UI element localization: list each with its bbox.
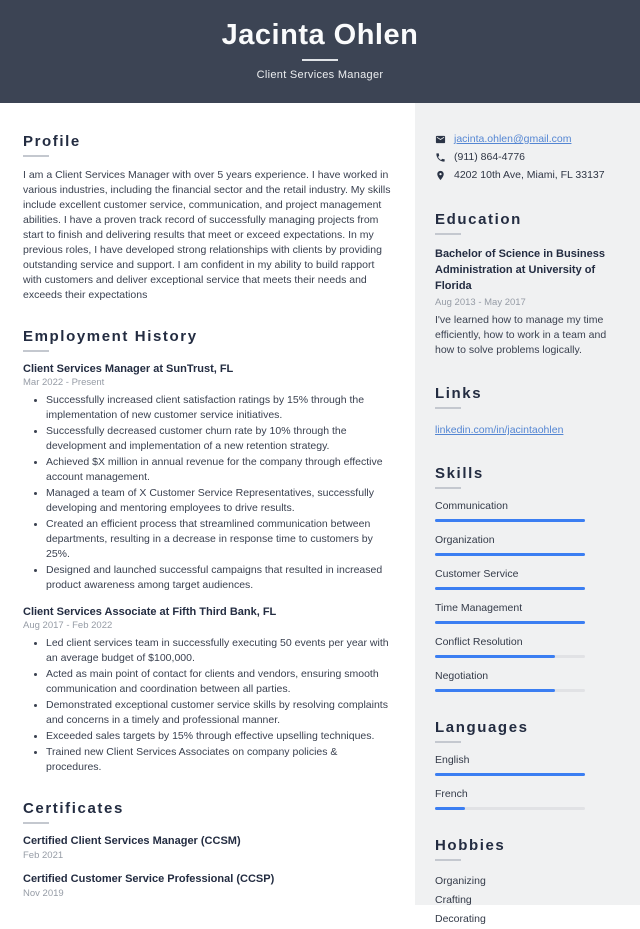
job-period: Aug 2017 - Feb 2022 xyxy=(23,620,113,631)
languages-heading: Languages xyxy=(435,719,529,736)
profile-heading: Profile xyxy=(23,133,81,150)
language-item xyxy=(435,788,620,810)
education-period: Aug 2013 - May 2017 xyxy=(435,297,526,308)
heading-rule xyxy=(23,822,49,824)
degree-title: Bachelor of Science in Business Administration at University of Florida xyxy=(435,248,605,292)
resume-header xyxy=(0,0,640,103)
skills-section xyxy=(435,465,620,692)
language-bar xyxy=(435,773,585,776)
links-section xyxy=(435,385,620,438)
certificate-title: Certified Customer Service Professional (CCSP) xyxy=(23,873,275,885)
skill-item xyxy=(435,534,620,556)
skill-item xyxy=(435,636,620,658)
heading-rule xyxy=(23,350,49,352)
job-entry xyxy=(23,363,395,593)
hobby-item: Decorating xyxy=(435,913,486,925)
profile-text: I am a Client Services Manager with over 5 years experience. I have worked in various industries, including the financial sector and the retail industry. My skills include excellent customer service, communication, and project management abilities. I have a proven track record of successfully managing projects from start to finish and delivering results that meet or exceed expectations. In my previous roles, I have developed strong relationships with clients by providing outstanding service and support. I am confident in my ability to build rapport with customers and deliver exceptional service that meets their needs and exceeds their expectations xyxy=(23,169,391,301)
address-text: 4202 10th Ave, Miami, FL 33137 xyxy=(454,169,605,181)
job-bullet: • Designed and launched successful campaigns that resulted in increased product awareness among target audiences. xyxy=(46,563,395,593)
job-bullet: • Successfully increased client satisfaction ratings by 15% through the implementation of new customer service initiatives. xyxy=(46,393,395,423)
job-bullet: • Exceeded sales targets by 15% through effective upselling techniques. xyxy=(46,729,395,744)
skill-item xyxy=(435,568,620,590)
certificate-entry xyxy=(23,873,395,899)
linkedin-link[interactable]: linkedin.com/in/jacintaohlen xyxy=(435,424,564,436)
envelope-icon xyxy=(435,134,446,145)
hobby-item: Crafting xyxy=(435,894,472,906)
certificates-heading: Certificates xyxy=(23,800,124,817)
job-bullet: • Created an efficient process that streamlined communication between departments, resulting in a decrease in response time to customers by 25%. xyxy=(46,517,395,562)
skill-label: Time Management xyxy=(435,602,523,614)
heading-rule xyxy=(435,407,461,409)
person-name: Jacinta Ohlen xyxy=(221,19,419,51)
skill-bar xyxy=(435,689,585,692)
skill-bar xyxy=(435,655,585,658)
certificates-section xyxy=(23,800,395,899)
location-pin-icon xyxy=(435,170,446,181)
job-bullet: • Trained new Client Services Associates on company policies & procedures. xyxy=(46,745,395,775)
sidebar-column xyxy=(415,103,640,925)
skill-label: Negotiation xyxy=(435,670,489,682)
profile-section xyxy=(23,133,395,303)
job-bullet: • Demonstrated exceptional customer service skills by resolving complaints and concerns in a timely and professional manner. xyxy=(46,698,395,728)
skill-bar xyxy=(435,621,585,624)
education-description: I've learned how to manage my time efficiently, how to work in a team and how to solve problems logically. xyxy=(435,314,607,356)
skill-bar xyxy=(435,553,585,556)
job-bullet: • Successfully decreased customer churn rate by 10% through the development and implementation of a new retention strategy. xyxy=(46,424,395,454)
contact-phone-row xyxy=(435,151,620,164)
main-column xyxy=(0,103,415,905)
job-title: Client Services Associate at Fifth Third Bank, FL xyxy=(23,606,277,618)
skills-heading: Skills xyxy=(435,465,484,482)
skill-label: Communication xyxy=(435,500,508,512)
phone-number: (911) 864-4776 xyxy=(454,151,526,163)
heading-rule xyxy=(23,155,49,157)
skill-label: Organization xyxy=(435,534,495,546)
email-link[interactable]: jacinta.ohlen@gmail.com xyxy=(454,133,572,145)
skill-bar xyxy=(435,587,585,590)
job-bullet: • Managed a team of X Customer Service Representatives, successfully developing and mentoring employees to drive results. xyxy=(46,486,395,516)
skill-item xyxy=(435,670,620,692)
links-heading: Links xyxy=(435,385,483,402)
contact-address-row xyxy=(435,169,620,182)
certificate-date: Feb 2021 xyxy=(23,850,64,861)
heading-rule xyxy=(435,487,461,489)
education-section xyxy=(435,211,620,358)
education-heading: Education xyxy=(435,211,522,228)
contact-email-row xyxy=(435,133,620,146)
contact-info xyxy=(435,133,620,182)
job-bullet-list xyxy=(23,636,395,775)
job-bullet: • Achieved $X million in annual revenue for the company through effective account management. xyxy=(46,455,395,485)
header-divider xyxy=(302,59,338,61)
phone-icon xyxy=(435,152,446,163)
skill-bar xyxy=(435,519,585,522)
skill-label: Conflict Resolution xyxy=(435,636,523,648)
job-title: Client Services Manager at SunTrust, FL xyxy=(23,363,234,375)
skill-label: Customer Service xyxy=(435,568,519,580)
job-bullet-list xyxy=(23,393,395,593)
job-period: Mar 2022 - Present xyxy=(23,377,105,388)
hobbies-heading: Hobbies xyxy=(435,837,506,854)
job-entry xyxy=(23,606,395,775)
language-label: French xyxy=(435,788,468,800)
person-job-title: Client Services Manager xyxy=(256,69,384,81)
hobby-item: Organizing xyxy=(435,875,486,887)
language-item xyxy=(435,754,620,776)
heading-rule xyxy=(435,741,461,743)
employment-section xyxy=(23,328,395,775)
heading-rule xyxy=(435,233,461,235)
language-label: English xyxy=(435,754,470,766)
certificate-date: Nov 2019 xyxy=(23,888,64,899)
certificate-title: Certified Client Services Manager (CCSM) xyxy=(23,835,241,847)
job-bullet: • Acted as main point of contact for clients and vendors, ensuring smooth communication and coordination between all parties. xyxy=(46,667,395,697)
skill-item xyxy=(435,602,620,624)
skill-item xyxy=(435,500,620,522)
languages-section xyxy=(435,719,620,810)
hobbies-section xyxy=(435,837,620,929)
heading-rule xyxy=(435,859,461,861)
employment-heading: Employment History xyxy=(23,328,198,345)
job-bullet: • Led client services team in successfully executing 50 events per year with an average budget of $100,000. xyxy=(46,636,395,666)
language-bar xyxy=(435,807,585,810)
certificate-entry xyxy=(23,835,395,861)
